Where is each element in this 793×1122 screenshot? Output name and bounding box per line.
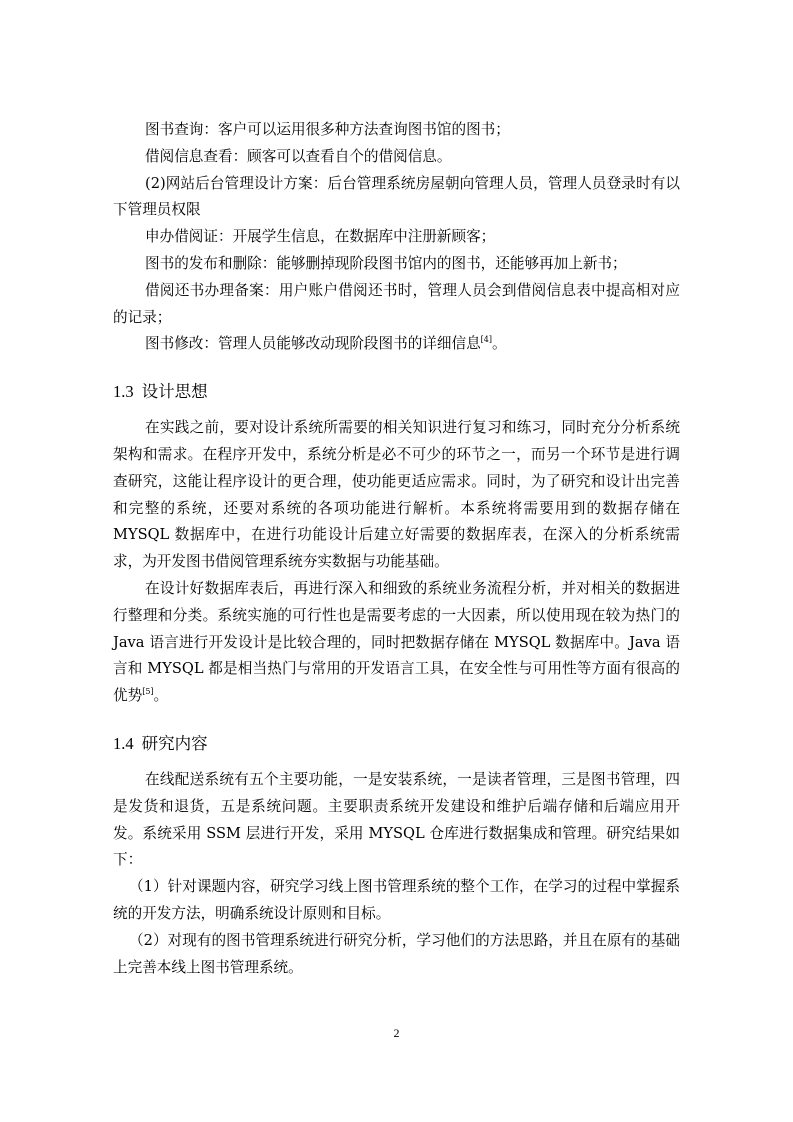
citation-ref-4: [4] <box>480 335 493 345</box>
page-content <box>113 117 680 981</box>
section-heading-1-3 <box>113 380 680 404</box>
book-modify-text: 图书修改：管理人员能够改动现阶段图书的详细信息 <box>145 335 481 353</box>
list-item-borrow-info: 借阅信息查看：顾客可以查看自个的借阅信息。 <box>145 147 452 165</box>
paragraph-design-2 <box>113 576 680 710</box>
list-item-borrow-return: 借阅还书办理备案：用户账户借阅还书时，管理人员会到借阅信息表中提高相对应的记录； <box>113 281 680 326</box>
section-heading-1-4 <box>113 732 680 756</box>
paragraph-research-item-1: （1）针对课题内容，研究学习线上图书管理系统的整个工作，在学习的过程中掌握系统的开发方法，明确系统设计原则和目标。 <box>113 878 680 922</box>
paragraph-research-1: 在线配送系统有五个主要功能，一是安装系统，一是读者管理，三是图书管理，四是发货和退货，五是系统问题。主要职责系统开发建设和维护后端存储和后端应用开发。系统采用 SSM 层进行开发，采用 MYSQL 仓库进行数据集成和管理。研究结果如下： <box>113 770 680 869</box>
list-item-book-modify <box>113 331 680 358</box>
citation-ref-5: [5] <box>142 687 154 697</box>
section-title: 设计思想 <box>141 382 208 402</box>
design-2-text: 在设计好数据库表后，再进行深入和细致的系统业务流程分析，并对相关的数据进行整理和分类。系统实施的可行性也是需要考虑的一大因素，所以使用现在较为热门的 Java 语言进行开发设计是比较合理的，同时把数据存储在 MYSQL 数据库中。Java 语言和 MYSQL 都是相当热门与常用的开发语言工具，在安全性与可用性等方面有很高的优势 <box>113 579 680 705</box>
list-item-publish-delete: 图书的发布和删除：能够删掉现阶段图书馆内的图书，还能够再加上新书； <box>145 254 627 272</box>
design-2-end: 。 <box>153 687 169 705</box>
section-title: 研究内容 <box>141 733 208 753</box>
paragraph-research-item-2: （2）对现有的图书管理系统进行研究分析，学习他们的方法思路，并且在原有的基础上完善本线上图书管理系统。 <box>113 931 680 976</box>
list-item-backend-plan: (2)网站后台管理设计方案：后台管理系统房屋朝向管理人员，管理人员登录时有以下管理员权限 <box>113 174 680 219</box>
list-item-book-query: 图书查询：客户可以运用很多种方法查询图书馆的图书； <box>145 121 510 138</box>
list-item-library-card: 申办借阅证：开展学生信息，在数据库中注册新顾客； <box>145 228 496 246</box>
section-number: 1.3 <box>113 382 134 402</box>
paragraph-design-1: 在实践之前，要对设计系统所需要的相关知识进行复习和练习，同时充分分析系统架构和需求。在程序开发中，系统分析是必不可少的环节之一，而另一个环节是进行调查研究，这能让程序设计的更合理，使功能更适应需求。同时，为了研究和设计出完善和完整的系统，还要对系统的各项功能进行解析。本系统将需要用到的数据存储在 MYSQL 数据库中，在进行功能设计后建立好需要的数据库表，在深入的分析系统需求，为开发图书借阅管理系统夯实数据与功能基础。 <box>113 419 680 571</box>
section-number: 1.4 <box>113 733 134 753</box>
page-number: 2 <box>393 1026 400 1040</box>
book-modify-end: 。 <box>492 335 507 353</box>
